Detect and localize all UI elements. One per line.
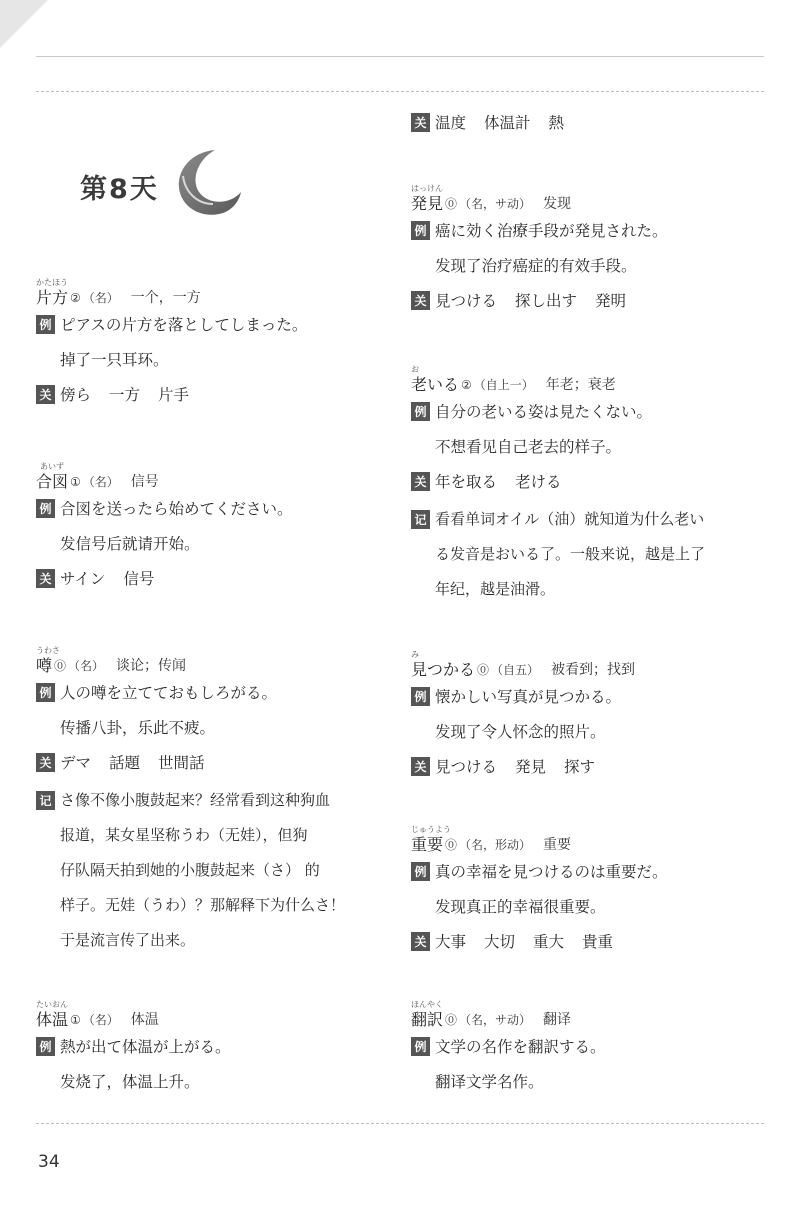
definition: 信号 [130,474,159,490]
memo-badge: 记 [36,791,55,810]
example-cn: 发现了治疗癌症的有效手段。 [435,257,637,275]
definition: 重要 [543,837,572,853]
example-jp: 熱が出て体温が上がる。 [60,1038,231,1056]
headword: 老いる [411,375,460,394]
related-word: 探し出す [515,292,578,310]
memo-text: さ像不像小腹鼓起来？经常看到这种狗血 报道，某女星坚称うわ（无娃），但狗 仔队隔天拍到她的小腹鼓起来（さ） 的 样子。无娃（うわ）？那解释下为什么さ！ 于是流言传了出来。 [60,791,346,949]
entry-oiru: お 老いる ② （自上一） 年老；衰老 例 自分の老いる姿は見たくない。 不想看见自己老去的样子。 关 年を取る 老ける 记 看看单词オイル（油）就知道为什么老い る发音是おいる了。一般来说，越是上了 年纪，越是油滑。 [411,365,771,607]
related-badge: 关 [36,753,55,772]
example-jp: ピアスの片方を落としてしまった。 [60,316,308,334]
entry-taion-related [411,108,582,143]
entry-hakken: はっけん 発見 ⓪ （名，サ动） 发现 例 癌に効く治療手段が発見された。 发现了治疗癌症的有效手段。 关 見つける 探し出す 発明 [411,184,668,310]
page-number: 34 [38,1152,60,1172]
headword: 体温 [36,1010,69,1029]
definition: 一个，一方 [130,290,201,306]
related-word: 世間話 [158,754,205,772]
entry-mitsukaru: み 見つかる ⓪ （自五） 被看到；找到 例 懐かしい写真が見つかる。 发现了令人怀念的照片。 关 見つける 発見 探す [411,650,636,776]
definition: 被看到；找到 [551,662,636,678]
entry-honyaku: ほんやく 翻訳 ⓪ （名，サ动） 翻译 例 文学の名作を翻訳する。 翻译文学名作。 [411,1000,606,1091]
example-cn: 发现真正的幸福很重要。 [435,898,606,916]
crescent-moon-icon [169,146,243,220]
example-jp: 合図を送ったら始めてください。 [60,500,293,518]
example-jp: 人の噂を立てておもしろがる。 [60,684,278,702]
entry-uwasa: うわさ 噂 ⓪ （名） 谈论；传闻 例 人の噂を立てておもしろがる。 传播八卦，乐此不疲。 关 デマ 話題 世間話 记 さ像不像小腹鼓起来？经常看到这种狗血 报道，某女星坚称うわ（无娃），但狗 仔队隔天拍到她的小腹鼓起来（さ） 的 样子。无娃（うわ）？那解释下为什么さ！ 于是流言传了出来。 [36,646,386,958]
related-badge: 关 [411,932,430,951]
related-word: 重大 [533,933,565,951]
example-badge: 例 [411,862,430,881]
related-word: 傍ら [60,386,92,404]
example-cn: 翻译文学名作。 [435,1073,544,1091]
example-jp: 真の幸福を見つけるのは重要だ。 [435,863,668,881]
example-jp: 懐かしい写真が見つかる。 [435,688,622,706]
example-cn: 发烧了，体温上升。 [60,1073,200,1091]
example-cn: 传播八卦，乐此不疲。 [60,719,216,737]
related-word: 見つける [435,292,498,310]
memo-text: 看看单词オイル（油）就知道为什么老い る发音是おいる了。一般来说，越是上了 年纪，越是油滑。 [435,510,706,598]
related-word: 温度 [435,114,467,132]
headword: 噂 [36,656,53,675]
related-word: 発見 [515,758,547,776]
bottom-dashed-rule [36,1123,764,1124]
entry-taion: たいおん 体温 ① （名） 体温 例 熱が出て体温が上がる。 发烧了，体温上升。 [36,1000,231,1091]
related-word: 貴重 [582,933,614,951]
related-word: 大事 [435,933,467,951]
memo-badge: 记 [411,510,430,529]
related-word: 年を取る [435,473,498,491]
day-title-text: 第8天 [80,173,159,205]
related-badge: 关 [36,385,55,404]
example-cn: 发现了令人怀念的照片。 [435,723,606,741]
related-word: 片手 [158,386,190,404]
related-word: 一方 [109,386,141,404]
related-word: 話題 [109,754,141,772]
example-jp: 癌に効く治療手段が発見された。 [435,222,668,240]
related-word: 見つける [435,758,498,776]
example-jp: 自分の老いる姿は見たくない。 [435,403,653,421]
headword: 片方 [36,288,69,307]
related-word: 熱 [548,114,565,132]
definition: 年老；衰老 [545,377,616,393]
headword: 重要 [411,835,444,854]
day-title [80,152,243,220]
example-badge: 例 [411,687,430,706]
example-badge: 例 [36,499,55,518]
example-badge: 例 [411,402,430,421]
definition: 发现 [543,196,572,212]
headword: 発見 [411,194,444,213]
entry-juuyou: じゅうよう 重要 ⓪ （名，形动） 重要 例 真の幸福を見つけるのは重要だ。 发现真正的幸福很重要。 关 大事 大切 重大 貴重 [411,825,668,951]
related-badge: 关 [411,757,430,776]
related-word: デマ [60,754,92,772]
example-badge: 例 [411,1037,430,1056]
related-word: 老ける [515,473,562,491]
definition: 翻译 [543,1012,572,1028]
related-badge: 关 [411,291,430,310]
related-badge: 关 [411,472,430,491]
page-corner-fold [0,0,48,48]
example-badge: 例 [36,683,55,702]
related-word: 信号 [123,570,155,588]
headword: 翻訳 [411,1010,444,1029]
related-badge: 关 [411,113,430,132]
definition: 体温 [130,1012,159,1028]
example-jp: 文学の名作を翻訳する。 [435,1038,606,1056]
related-word: 探す [564,758,596,776]
top-dashed-rule [36,91,764,92]
top-rule [36,56,764,57]
related-badge: 关 [36,569,55,588]
headword: 合図 [36,472,69,491]
example-cn: 发信号后就请开始。 [60,535,200,553]
related-word: 大切 [484,933,516,951]
related-word: 体温計 [484,114,531,132]
example-badge: 例 [411,221,430,240]
example-cn: 不想看见自己老去的样子。 [435,438,622,456]
example-badge: 例 [36,1037,55,1056]
entry-aizu: あいず 合図 ① （名） 信号 例 合図を送ったら始めてください。 发信号后就请开始。 关 サイン 信号 [36,462,293,588]
related-word: 発明 [595,292,627,310]
example-cn: 掉了一只耳环。 [60,351,169,369]
example-badge: 例 [36,315,55,334]
entry-katahou: かたほう 片方 ② （名） 一个，一方 例 ピアスの片方を落としてしまった。 掉了一只耳环。 关 傍ら 一方 片手 [36,278,308,404]
related-word: サイン [60,570,106,588]
headword: 見つかる [411,660,476,679]
definition: 谈论；传闻 [116,658,187,674]
